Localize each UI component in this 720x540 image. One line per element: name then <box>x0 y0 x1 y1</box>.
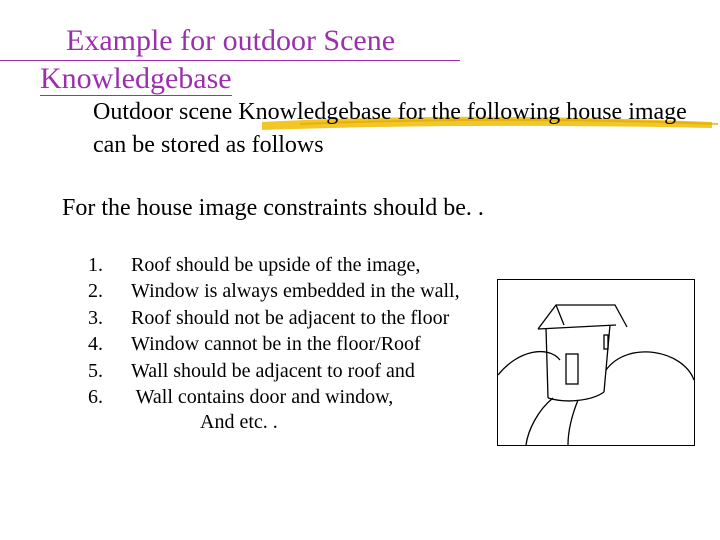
intro-text: Outdoor scene Knowledgebase for the following house image can be stored as follows <box>93 99 687 158</box>
list-item <box>88 331 460 357</box>
list-item-text: Roof should not be adjacent to the floor <box>131 306 450 329</box>
list-item-text: Wall should be adjacent to roof and <box>131 359 415 382</box>
list-item-number: 3. <box>88 306 103 329</box>
list-item-text: Window is always embedded in the wall, <box>131 280 460 303</box>
list-item-number: 6. <box>88 386 103 409</box>
slide-title-line1: Example for outdoor Scene <box>0 22 460 61</box>
slide-title-line2: Knowledgebase <box>40 62 232 95</box>
constraints-list <box>88 252 460 410</box>
list-item-number: 5. <box>88 359 103 382</box>
house-icon <box>498 280 694 445</box>
list-item <box>88 305 460 331</box>
slide-title <box>0 22 520 97</box>
list-item-text: Wall contains door and window, <box>131 386 394 409</box>
list-item-text: Window cannot be in the floor/Roof <box>131 333 421 356</box>
etc-text: And etc. . <box>200 411 278 433</box>
house-image <box>497 279 695 446</box>
list-item <box>88 358 460 384</box>
list-item <box>88 384 460 410</box>
list-item <box>88 278 460 304</box>
list-item-text: Roof should be upside of the image, <box>131 254 421 276</box>
list-item <box>88 252 460 278</box>
list-item-number: 4. <box>88 333 103 356</box>
constraints-heading: For the house image constraints should be. . <box>62 195 484 221</box>
slide-title-line2-wrap <box>0 61 520 97</box>
list-item-number: 1. <box>88 254 103 276</box>
list-item-number: 2. <box>88 280 103 303</box>
